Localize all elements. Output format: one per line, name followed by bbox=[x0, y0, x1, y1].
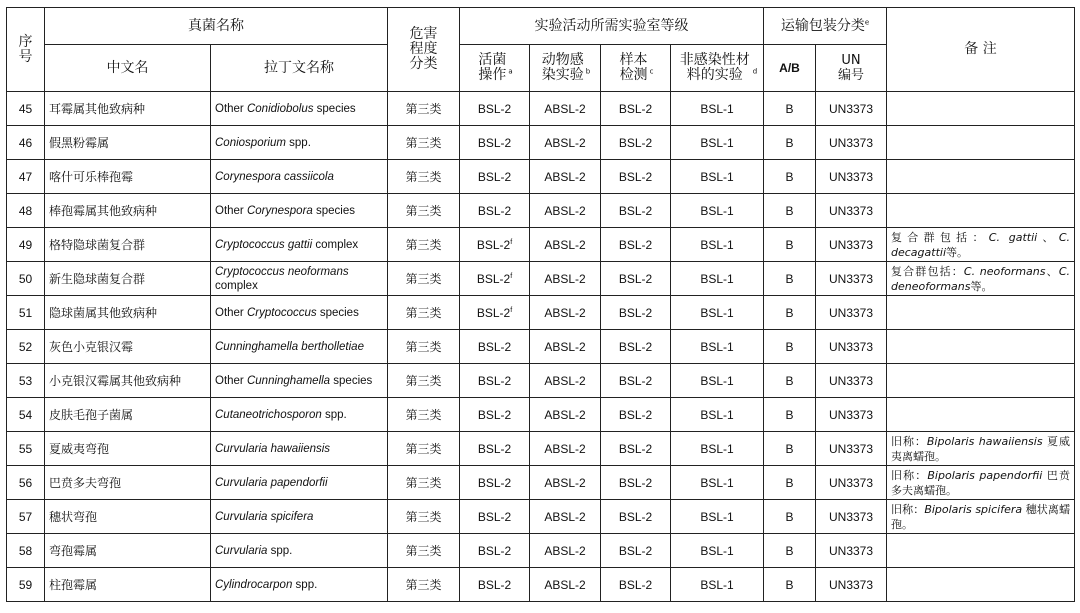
serial-header: 序号 bbox=[7, 8, 45, 92]
sample-testing-cell: BSL-2 bbox=[601, 330, 671, 364]
remarks-cell bbox=[887, 500, 1075, 534]
latin-name-cell bbox=[211, 296, 388, 330]
latin-prefix: Other bbox=[215, 204, 247, 217]
table-row bbox=[7, 194, 1075, 228]
live-culture-value: BSL-2 bbox=[477, 169, 512, 184]
serial-cell: 56 bbox=[7, 466, 45, 500]
remarks-header: 备 注 bbox=[887, 8, 1075, 92]
live-culture-value: BSL-2 bbox=[477, 509, 512, 524]
animal-infection-cell: ABSL-2 bbox=[530, 330, 601, 364]
remark-text: 穗状离蠕孢。 bbox=[891, 502, 1071, 531]
un-number-cell: UN3373 bbox=[816, 92, 887, 126]
chinese-name-cell: 巴贲多夫弯孢 bbox=[45, 466, 211, 500]
transport-class-header: 运输包装分类$^e$ bbox=[764, 8, 887, 45]
chinese-name-cell: 新生隐球菌复合群 bbox=[45, 262, 211, 296]
serial-cell: 54 bbox=[7, 398, 45, 432]
animal-infection-cell: ABSL-2 bbox=[530, 194, 601, 228]
un-number-cell: UN3373 bbox=[816, 364, 887, 398]
latin-suffix: spp. bbox=[292, 578, 318, 591]
un-number-cell: UN3373 bbox=[816, 330, 887, 364]
latin-name-cell bbox=[211, 126, 388, 160]
non-infectious-cell: BSL-1 bbox=[671, 296, 764, 330]
ab-class-cell: B bbox=[764, 92, 816, 126]
footnote-b: b bbox=[585, 67, 591, 76]
remark-latin-name: Bipolaris spicifera bbox=[924, 502, 1023, 516]
un-number-cell: UN3373 bbox=[816, 194, 887, 228]
latin-suffix: species bbox=[312, 204, 355, 217]
table-row bbox=[7, 262, 1075, 296]
latin-name-cell bbox=[211, 228, 388, 262]
remark-text: 旧称： bbox=[891, 502, 925, 516]
sample-testing-cell: BSL-2 bbox=[601, 568, 671, 602]
latin-name-header: 拉丁文名称 bbox=[211, 45, 388, 92]
table-row bbox=[7, 364, 1075, 398]
animal-infection-cell: ABSL-2 bbox=[530, 466, 601, 500]
remarks-cell bbox=[887, 330, 1075, 364]
sample-testing-cell: BSL-2 bbox=[601, 466, 671, 500]
live-culture-value: BSL-2 bbox=[477, 441, 512, 456]
hazard-class-cell: 第三类 bbox=[388, 534, 460, 568]
un-number-cell: UN3373 bbox=[816, 534, 887, 568]
chinese-name-cell: 穗状弯孢 bbox=[45, 500, 211, 534]
un-number-cell: UN3373 bbox=[816, 432, 887, 466]
hazard-class-cell: 第三类 bbox=[388, 398, 460, 432]
remarks-cell bbox=[887, 398, 1075, 432]
un-number-cell: UN3373 bbox=[816, 398, 887, 432]
sample-testing-cell: BSL-2 bbox=[601, 534, 671, 568]
live-culture-value: BSL-2 bbox=[477, 475, 512, 490]
un-number-cell: UN3373 bbox=[816, 568, 887, 602]
latin-genus-species: Corynespora cassiicola bbox=[215, 170, 334, 183]
animal-infection-cell: ABSL-2 bbox=[530, 92, 601, 126]
latin-name-cell bbox=[211, 92, 388, 126]
table-row bbox=[7, 432, 1075, 466]
un-number-header: UN编号 bbox=[816, 45, 887, 92]
hazard-class-cell: 第三类 bbox=[388, 194, 460, 228]
serial-cell: 50 bbox=[7, 262, 45, 296]
animal-infection-cell: ABSL-2 bbox=[530, 432, 601, 466]
latin-genus-species: Conidiobolus bbox=[246, 102, 314, 115]
non-infectious-cell: BSL-1 bbox=[671, 194, 764, 228]
ab-class-cell: B bbox=[764, 262, 816, 296]
serial-cell: 53 bbox=[7, 364, 45, 398]
table-row bbox=[7, 160, 1075, 194]
remark-text: 复合群包括： bbox=[891, 264, 964, 278]
remarks-cell bbox=[887, 92, 1075, 126]
latin-genus-species: Cryptococcus neoformans bbox=[215, 265, 349, 278]
latin-name-cell bbox=[211, 262, 388, 296]
serial-cell: 46 bbox=[7, 126, 45, 160]
fungus-name-header: 真菌名称 bbox=[45, 8, 388, 45]
sample-testing-cell: BSL-2 bbox=[601, 364, 671, 398]
latin-genus-species: Curvularia spicifera bbox=[215, 510, 314, 523]
remark-latin-name: Bipolaris hawaiiensis bbox=[926, 434, 1043, 448]
remarks-cell bbox=[887, 568, 1075, 602]
hazard-class-cell: 第三类 bbox=[388, 126, 460, 160]
live-culture-header: 活菌操作 $^a$ bbox=[460, 45, 530, 92]
table-row bbox=[7, 534, 1075, 568]
remark-text: 、 bbox=[1045, 264, 1059, 278]
remarks-cell bbox=[887, 228, 1075, 262]
sample-testing-cell: BSL-2 bbox=[601, 432, 671, 466]
ab-header: A/B bbox=[764, 45, 816, 92]
remark-latin-name: C. deneoformans bbox=[891, 264, 1071, 293]
animal-infection-cell: ABSL-2 bbox=[530, 296, 601, 330]
non-infectious-cell: BSL-1 bbox=[671, 466, 764, 500]
latin-prefix: Other bbox=[215, 306, 247, 319]
remarks-cell bbox=[887, 534, 1075, 568]
animal-infection-cell: ABSL-2 bbox=[530, 500, 601, 534]
ab-class-cell: B bbox=[764, 534, 816, 568]
un-number-cell: UN3373 bbox=[816, 262, 887, 296]
remark-text: 等。 bbox=[970, 279, 993, 293]
remarks-cell bbox=[887, 160, 1075, 194]
latin-genus-species: Curvularia hawaiiensis bbox=[215, 442, 331, 455]
chinese-name-cell: 耳霉属其他致病种 bbox=[45, 92, 211, 126]
animal-infection-cell: ABSL-2 bbox=[530, 364, 601, 398]
latin-name-cell bbox=[211, 432, 388, 466]
live-culture-cell bbox=[460, 398, 530, 432]
serial-cell: 55 bbox=[7, 432, 45, 466]
live-culture-value: BSL-2 bbox=[476, 271, 511, 286]
live-culture-footnote: f bbox=[510, 272, 513, 280]
sample-testing-cell: BSL-2 bbox=[601, 160, 671, 194]
live-culture-value: BSL-2 bbox=[477, 339, 512, 354]
latin-name-cell bbox=[211, 194, 388, 228]
lab-level-header: 实验活动所需实验室等级 bbox=[460, 8, 764, 45]
serial-cell: 52 bbox=[7, 330, 45, 364]
live-culture-cell bbox=[460, 364, 530, 398]
latin-genus-species: Curvularia bbox=[215, 544, 268, 557]
serial-cell: 59 bbox=[7, 568, 45, 602]
non-infectious-cell: BSL-1 bbox=[671, 330, 764, 364]
latin-genus-species: Cunninghamella bbox=[246, 374, 331, 387]
table-row bbox=[7, 228, 1075, 262]
latin-genus-species: Cunninghamella bertholletiae bbox=[215, 340, 364, 353]
live-culture-value: BSL-2 bbox=[477, 407, 512, 422]
latin-prefix: Other bbox=[215, 102, 247, 115]
ab-class-cell: B bbox=[764, 160, 816, 194]
table-row bbox=[7, 92, 1075, 126]
latin-genus-species: Cylindrocarpon bbox=[215, 578, 293, 591]
hazard-class-cell: 第三类 bbox=[388, 228, 460, 262]
non-infectious-header: 非感染性材料的实验 $^d$ bbox=[671, 45, 764, 92]
latin-suffix: spp. bbox=[285, 136, 311, 149]
remark-text: 夏威夷离蠕孢。 bbox=[891, 434, 1070, 463]
chinese-name-cell: 柱孢霉属 bbox=[45, 568, 211, 602]
hazard-class-header: 危害程度分类 bbox=[388, 8, 460, 92]
table-body bbox=[7, 92, 1075, 602]
remark-latin-name: C. decagattii bbox=[891, 230, 1070, 259]
remarks-cell bbox=[887, 432, 1075, 466]
latin-name-cell bbox=[211, 568, 388, 602]
live-culture-cell bbox=[460, 194, 530, 228]
live-culture-value: BSL-2 bbox=[477, 101, 512, 116]
remark-text: 巴贲多夫离蠕孢。 bbox=[891, 468, 1071, 497]
footnote-a: a bbox=[508, 67, 513, 76]
hazard-class-cell: 第三类 bbox=[388, 262, 460, 296]
remarks-cell bbox=[887, 364, 1075, 398]
hazard-class-cell: 第三类 bbox=[388, 296, 460, 330]
chinese-name-cell: 夏威夷弯孢 bbox=[45, 432, 211, 466]
pathogenic-fungi-table bbox=[6, 7, 1075, 602]
remark-text: 、 bbox=[1037, 230, 1059, 244]
table-row bbox=[7, 466, 1075, 500]
chinese-name-cell: 弯孢霉属 bbox=[45, 534, 211, 568]
ab-class-cell: B bbox=[764, 194, 816, 228]
animal-infection-cell: ABSL-2 bbox=[530, 534, 601, 568]
live-culture-value: BSL-2 bbox=[477, 373, 512, 388]
live-culture-value: BSL-2 bbox=[477, 543, 512, 558]
ab-class-cell: B bbox=[764, 398, 816, 432]
live-culture-cell bbox=[460, 92, 530, 126]
serial-cell: 57 bbox=[7, 500, 45, 534]
latin-name-cell bbox=[211, 500, 388, 534]
hazard-class-cell: 第三类 bbox=[388, 568, 460, 602]
remarks-cell bbox=[887, 296, 1075, 330]
live-culture-value: BSL-2 bbox=[477, 135, 512, 150]
ab-class-cell: B bbox=[764, 126, 816, 160]
non-infectious-cell: BSL-1 bbox=[671, 262, 764, 296]
latin-genus-species: Curvularia papendorfii bbox=[215, 476, 328, 489]
sample-testing-cell: BSL-2 bbox=[601, 262, 671, 296]
ab-class-cell: B bbox=[764, 364, 816, 398]
remark-latin-name: Bipolaris papendorfii bbox=[927, 468, 1043, 482]
animal-infection-cell: ABSL-2 bbox=[530, 228, 601, 262]
latin-suffix: spp. bbox=[321, 408, 347, 421]
latin-genus-species: Cryptococcus gattii bbox=[215, 238, 313, 251]
sample-testing-cell: BSL-2 bbox=[601, 126, 671, 160]
serial-cell: 45 bbox=[7, 92, 45, 126]
sample-testing-cell: BSL-2 bbox=[601, 228, 671, 262]
serial-cell: 51 bbox=[7, 296, 45, 330]
animal-infection-cell: ABSL-2 bbox=[530, 398, 601, 432]
live-culture-cell bbox=[460, 534, 530, 568]
live-culture-cell bbox=[460, 296, 530, 330]
chinese-name-cell: 喀什可乐棒孢霉 bbox=[45, 160, 211, 194]
hazard-class-cell: 第三类 bbox=[388, 500, 460, 534]
live-culture-value: BSL-2 bbox=[476, 305, 511, 320]
non-infectious-cell: BSL-1 bbox=[671, 228, 764, 262]
live-culture-cell bbox=[460, 568, 530, 602]
animal-infection-cell: ABSL-2 bbox=[530, 262, 601, 296]
remark-latin-name: C. neoformans bbox=[963, 264, 1046, 278]
ab-class-cell: B bbox=[764, 228, 816, 262]
latin-name-cell bbox=[211, 330, 388, 364]
table-row bbox=[7, 126, 1075, 160]
live-culture-value: BSL-2 bbox=[477, 203, 512, 218]
remark-text: 旧称： bbox=[891, 434, 927, 448]
hazard-class-cell: 第三类 bbox=[388, 160, 460, 194]
non-infectious-cell: BSL-1 bbox=[671, 160, 764, 194]
non-infectious-cell: BSL-1 bbox=[671, 568, 764, 602]
sample-testing-cell: BSL-2 bbox=[601, 92, 671, 126]
chinese-name-cell: 格特隐球菌复合群 bbox=[45, 228, 211, 262]
non-infectious-cell: BSL-1 bbox=[671, 534, 764, 568]
hazard-class-cell: 第三类 bbox=[388, 432, 460, 466]
serial-cell: 47 bbox=[7, 160, 45, 194]
live-culture-footnote: f bbox=[510, 238, 513, 246]
un-number-cell: UN3373 bbox=[816, 500, 887, 534]
chinese-name-cell: 灰色小克银汉霉 bbox=[45, 330, 211, 364]
un-number-cell: UN3373 bbox=[816, 296, 887, 330]
latin-suffix: complex bbox=[215, 279, 258, 292]
live-culture-cell bbox=[460, 228, 530, 262]
serial-cell: 58 bbox=[7, 534, 45, 568]
live-culture-value: BSL-2 bbox=[477, 577, 512, 592]
un-number-cell: UN3373 bbox=[816, 126, 887, 160]
non-infectious-cell: BSL-1 bbox=[671, 92, 764, 126]
remark-latin-name: C. gattii bbox=[988, 230, 1038, 244]
table-row bbox=[7, 296, 1075, 330]
table-row bbox=[7, 500, 1075, 534]
latin-genus-species: Coniosporium bbox=[215, 136, 286, 149]
remark-text: 旧称： bbox=[891, 468, 928, 482]
live-culture-footnote: f bbox=[510, 306, 513, 314]
latin-suffix: species bbox=[313, 102, 356, 115]
ab-class-cell: B bbox=[764, 296, 816, 330]
remarks-cell bbox=[887, 466, 1075, 500]
hazard-class-cell: 第三类 bbox=[388, 466, 460, 500]
chinese-name-cell: 棒孢霉属其他致病种 bbox=[45, 194, 211, 228]
live-culture-value: BSL-2 bbox=[476, 237, 511, 252]
table-row bbox=[7, 398, 1075, 432]
remarks-cell bbox=[887, 126, 1075, 160]
remarks-cell bbox=[887, 194, 1075, 228]
latin-suffix: species bbox=[330, 374, 373, 387]
chinese-name-cell: 假黑粉霉属 bbox=[45, 126, 211, 160]
footnote-c: c bbox=[649, 67, 654, 76]
ab-class-cell: B bbox=[764, 568, 816, 602]
latin-genus-species: Cryptococcus bbox=[246, 306, 317, 319]
animal-infection-cell: ABSL-2 bbox=[530, 126, 601, 160]
footnote-d: d bbox=[752, 67, 758, 76]
latin-name-cell bbox=[211, 364, 388, 398]
live-culture-cell bbox=[460, 466, 530, 500]
non-infectious-cell: BSL-1 bbox=[671, 364, 764, 398]
sample-testing-cell: BSL-2 bbox=[601, 296, 671, 330]
sample-testing-header: 样本检测 $^c$ bbox=[601, 45, 671, 92]
hazard-class-cell: 第三类 bbox=[388, 92, 460, 126]
ab-class-cell: B bbox=[764, 466, 816, 500]
un-number-cell: UN3373 bbox=[816, 160, 887, 194]
latin-name-cell bbox=[211, 160, 388, 194]
hazard-class-cell: 第三类 bbox=[388, 330, 460, 364]
non-infectious-cell: BSL-1 bbox=[671, 500, 764, 534]
latin-name-cell bbox=[211, 466, 388, 500]
remark-text: 等。 bbox=[946, 245, 968, 259]
latin-genus-species: Corynespora bbox=[246, 204, 313, 217]
non-infectious-cell: BSL-1 bbox=[671, 126, 764, 160]
chinese-name-header: 中文名 bbox=[45, 45, 211, 92]
sample-testing-cell: BSL-2 bbox=[601, 194, 671, 228]
table-row bbox=[7, 568, 1075, 602]
footnote-e: e bbox=[864, 17, 870, 26]
latin-prefix: Other bbox=[215, 374, 247, 387]
live-culture-cell bbox=[460, 330, 530, 364]
live-culture-cell bbox=[460, 432, 530, 466]
latin-name-cell bbox=[211, 398, 388, 432]
un-number-cell: UN3373 bbox=[816, 228, 887, 262]
latin-genus-species: Cutaneotrichosporon bbox=[215, 408, 322, 421]
remark-text: 复合群包括： bbox=[891, 230, 989, 244]
live-culture-cell bbox=[460, 160, 530, 194]
un-number-cell: UN3373 bbox=[816, 466, 887, 500]
latin-name-cell bbox=[211, 534, 388, 568]
remarks-cell bbox=[887, 262, 1075, 296]
latin-suffix: species bbox=[316, 306, 359, 319]
latin-suffix: spp. bbox=[267, 544, 293, 557]
non-infectious-cell: BSL-1 bbox=[671, 398, 764, 432]
non-infectious-cell: BSL-1 bbox=[671, 432, 764, 466]
ab-class-cell: B bbox=[764, 432, 816, 466]
serial-cell: 48 bbox=[7, 194, 45, 228]
chinese-name-cell: 小克银汉霉属其他致病种 bbox=[45, 364, 211, 398]
live-culture-cell bbox=[460, 500, 530, 534]
chinese-name-cell: 隐球菌属其他致病种 bbox=[45, 296, 211, 330]
animal-infection-cell: ABSL-2 bbox=[530, 568, 601, 602]
live-culture-cell bbox=[460, 126, 530, 160]
animal-infection-cell: ABSL-2 bbox=[530, 160, 601, 194]
table-row bbox=[7, 330, 1075, 364]
ab-class-cell: B bbox=[764, 500, 816, 534]
latin-suffix: complex bbox=[312, 238, 359, 251]
ab-class-cell: B bbox=[764, 330, 816, 364]
serial-cell: 49 bbox=[7, 228, 45, 262]
live-culture-cell bbox=[460, 262, 530, 296]
animal-infection-header: 动物感染实验 $^b$ bbox=[530, 45, 601, 92]
chinese-name-cell: 皮肤毛孢子菌属 bbox=[45, 398, 211, 432]
hazard-class-cell: 第三类 bbox=[388, 364, 460, 398]
sample-testing-cell: BSL-2 bbox=[601, 398, 671, 432]
sample-testing-cell: BSL-2 bbox=[601, 500, 671, 534]
